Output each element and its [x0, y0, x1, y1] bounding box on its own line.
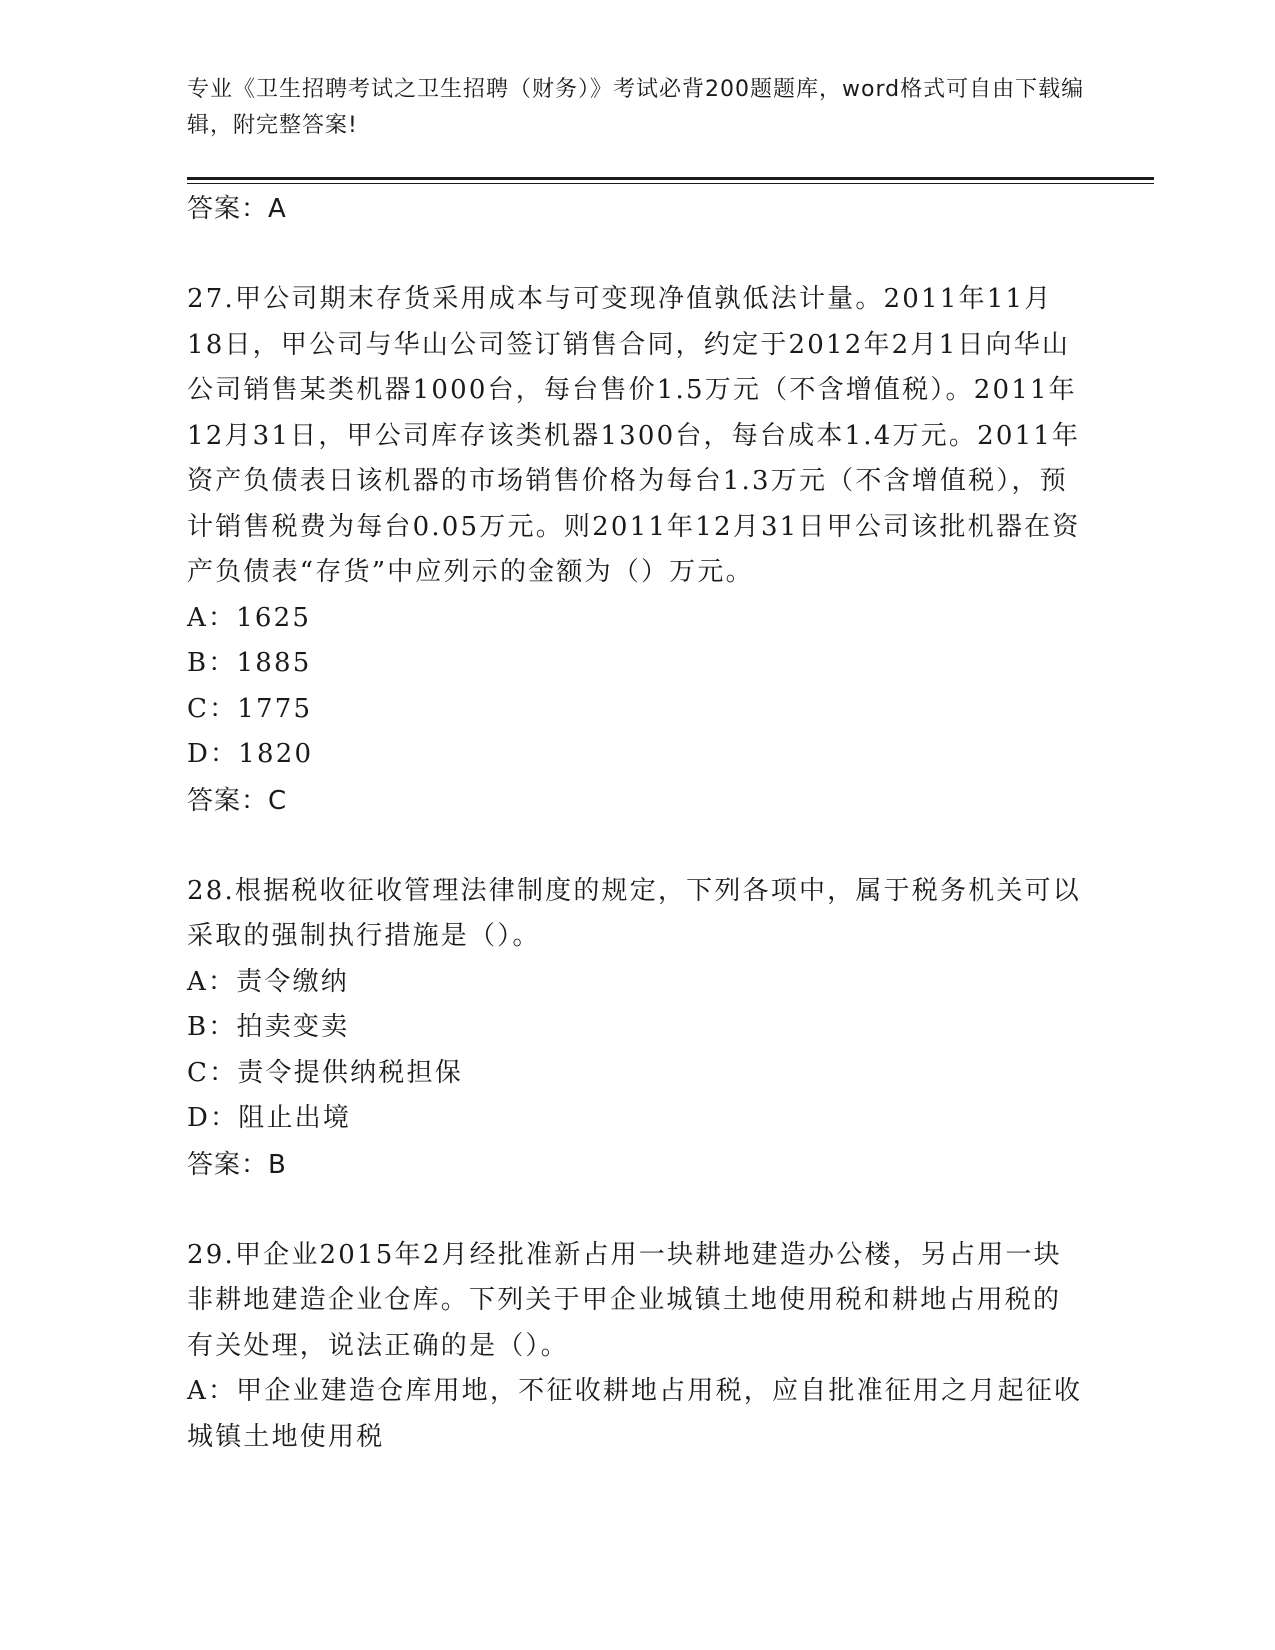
option-d: D：阻止出境: [187, 1103, 352, 1133]
option-b: B：1885: [187, 648, 312, 678]
header-text: 专业《卫生招聘考试之卫生招聘（财务）》考试必背200题题库，word格式可自由下载编辑，附完整答案!: [187, 77, 1085, 138]
option-b: B：拍卖变卖: [187, 1012, 350, 1042]
answer-line: 答案：B: [187, 1149, 287, 1180]
header-divider-thin: [187, 183, 1154, 184]
question-29: [187, 1233, 1087, 1461]
question-27: [187, 277, 1087, 824]
answer-line: 答案：A: [187, 194, 287, 224]
question-stem: 28.根据税收征收管理法律制度的规定，下列各项中，属于税务机关可以采取的强制执行措施是（）。: [187, 875, 1081, 951]
question-list: [187, 186, 1087, 1460]
option-a: A：1625: [187, 602, 312, 633]
question-stem: 27.甲公司期末存货采用成本与可变现净值孰低法计量。2011年11月18日，甲公司与华山公司签订销售合同，约定于2012年2月1日向华山公司销售某类机器1000台，每台售价1.5万元（不含增值税）。2011年12月31日，甲公司库存该类机器1300台，每台成本1.4万元。2011年资产负债表日该机器的市场销售价格为每台1.3万元（不含增值税），预计销售税费为每台0.05万元。则2011年12月31日甲公司该批机器在资产负债表“存货”中应列示的金额为（）万元。: [187, 284, 1081, 587]
option-d: D：1820: [187, 739, 314, 769]
option-c: C：责令提供纳税担保: [187, 1057, 463, 1088]
answer-line: 答案：C: [187, 785, 288, 816]
option-a: A：甲企业建造仓库用地，不征收耕地占用税，应自批准征用之月起征收城镇土地使用税: [187, 1376, 1083, 1452]
option-a: A：责令缴纳: [187, 966, 349, 997]
document-header: [187, 72, 1087, 144]
question-stem: 29.甲企业2015年2月经批准新占用一块耕地建造办公楼，另占用一块非耕地建造企业仓库。下列关于甲企业城镇土地使用税和耕地占用税的有关处理，说法正确的是（）。: [187, 1239, 1062, 1361]
question-28: [187, 869, 1087, 1188]
header-divider: [187, 177, 1154, 180]
option-c: C：1775: [187, 693, 313, 724]
